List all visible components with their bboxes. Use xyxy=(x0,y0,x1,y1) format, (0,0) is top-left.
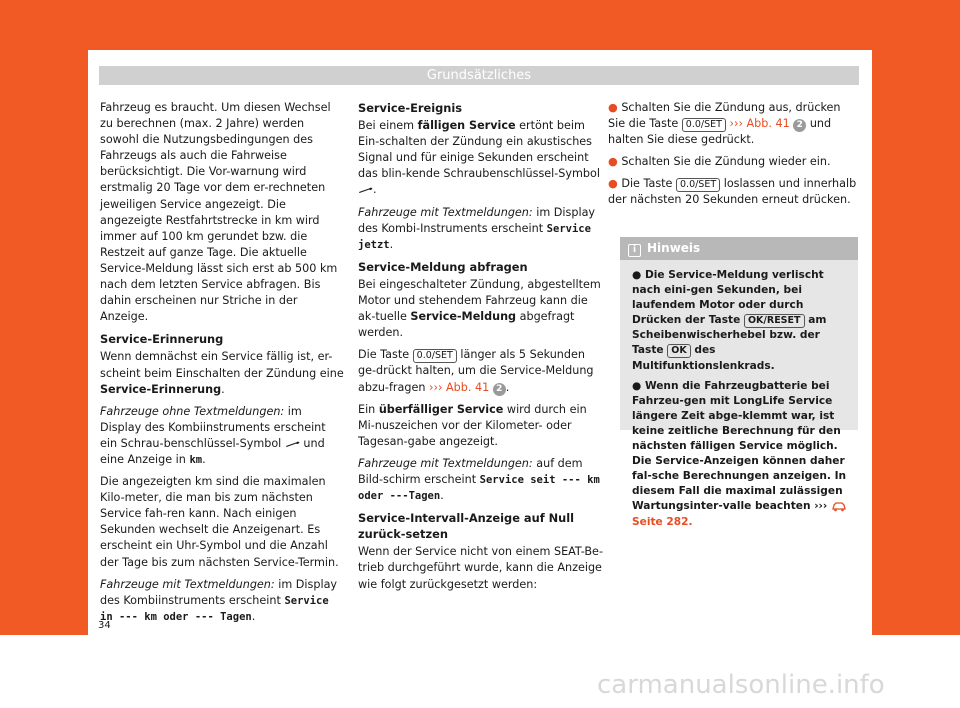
key-0-0-set: 0.0/SET xyxy=(676,178,720,192)
note-box xyxy=(620,237,858,528)
note-header xyxy=(620,237,858,260)
note-title: Hinweis xyxy=(647,241,701,255)
key-ok: OK xyxy=(667,344,690,358)
callout-number: 2 xyxy=(493,383,506,396)
paragraph: Bei eingeschalteter Zündung, abgestelltem Motor und stehendem Fahrzeug kann die ak-tuelle Service-Meldung abgefragt werden. xyxy=(358,277,601,340)
key-0-0-set: 0.0/SET xyxy=(682,118,726,132)
paragraph: Die angezeigten km sind die maximalen Kilo-meter, die man bis zum nächsten Service fah-ren kann. Nach einigen Sekunden wechselt die Anzeigenart. Es erscheint ein Uhr-Symbol und die Anzahl der Tage bis zum nächsten Service-Termin. xyxy=(100,475,339,569)
column-1 xyxy=(100,100,345,631)
section-header: Grundsätzliches xyxy=(99,66,859,85)
page-frame-right xyxy=(872,0,960,635)
heading-service-intervall: Service-Intervall-Anzeige auf Null zurück-setzen xyxy=(358,511,575,542)
note-body xyxy=(620,260,858,530)
note-item: ● Wenn die Fahrzeugbatterie bei Fahrzeu-gen mit LongLife Service längere Zeit abge-klemmt war, ist keine zeitliche Berechnung für den nächsten fälligen Service möglich. Die Service-Anzeigen können daher fal-sche Berechnungen anzeigen. In diesem Fall die maximal zulässigen Wartungsinter-valle beachten ››› Seite 282. xyxy=(632,379,847,528)
bullet-icon: ● xyxy=(608,177,618,191)
wrench-icon xyxy=(285,441,300,447)
figure-reference-link[interactable]: ››› Abb. 41 xyxy=(429,380,490,394)
paragraph: Fahrzeuge ohne Textmeldungen: im Display des Kombiinstruments erscheint ein Schrau-benschlüssel-Symbol und eine Anzeige in km. xyxy=(100,404,326,466)
paragraph: Fahrzeuge mit Textmeldungen: auf dem Bild-schirm erscheint Service seit --- km oder ---Tagen. xyxy=(358,456,600,503)
heading-service-erinnerung: Service-Erinnerung xyxy=(100,332,224,347)
car-warning-icon xyxy=(831,501,847,512)
key-0-0-set: 0.0/SET xyxy=(413,349,457,363)
page-frame-top xyxy=(0,0,960,50)
bullet-item: ● Die Taste 0.0/SET loslassen und innerhalb der nächsten 20 Sekunden erneut drücken. xyxy=(608,177,857,207)
paragraph: Die Taste 0.0/SET länger als 5 Sekunden ge-drückt halten, um die Service-Meldung abzu-fragen ››› Abb. 41 2 . xyxy=(358,348,594,394)
page-reference-link[interactable]: Seite 282. xyxy=(632,515,693,528)
paragraph: Bei einem fälligen Service ertönt beim Ein-schalten der Zündung ein akustisches Signal und für einige Sekunden erscheint das blin-kende Schraubenschlüssel-Symbol . xyxy=(358,119,600,197)
paragraph: Wenn demnächst ein Service fällig ist, er-scheint beim Einschalten der Zündung eine Service-Erinnerung. xyxy=(100,350,344,396)
figure-reference-link[interactable]: ››› Abb. 41 xyxy=(729,117,790,131)
info-icon: i xyxy=(628,244,641,257)
paragraph: Ein überfälliger Service wird durch ein Mi-nuszeichen vor der Kilometer- oder Tagesan-gabe angezeigt. xyxy=(358,402,587,448)
paragraph: Fahrzeuge mit Textmeldungen: im Display des Kombi-Instruments erscheint Service jetzt. xyxy=(358,205,596,251)
bullet-item: ● Schalten Sie die Zündung wieder ein. xyxy=(608,155,831,169)
paragraph: Fahrzeuge mit Textmeldungen: im Display des Kombiinstruments erscheint Service in --- km oder --- Tagen. xyxy=(100,577,338,623)
callout-number: 2 xyxy=(793,119,806,132)
key-ok-reset: OK/RESET xyxy=(744,314,805,328)
page-frame-left xyxy=(0,0,88,635)
paragraph: Wenn der Service nicht von einem SEAT-Be-trieb durchgeführt wurde, kann die Anzeige wie folgt zurückgesetzt werden: xyxy=(358,545,603,591)
bullet-icon: ● xyxy=(608,101,618,114)
column-2 xyxy=(358,100,604,599)
wrench-icon xyxy=(358,187,373,193)
watermark: carmanualsonline.info xyxy=(597,670,885,700)
column-3 xyxy=(608,100,860,215)
note-item: ● Die Service-Meldung verlischt nach eini-gen Sekunden, bei laufendem Motor oder durch Drücken der Taste OK/RESET am Scheibenwischerhebel bzw. der Taste OK des Multifunktionslenkrads. xyxy=(632,269,827,372)
page-number: 34 xyxy=(98,620,111,631)
paragraph: Fahrzeug es braucht. Um diesen Wechsel zu berechnen (max. 2 Jahre) werden sowohl die Nutzungsbedingungen des Fahrzeugs als auch die Fahrweise berücksichtigt. Die Vor-warnung wird erstmalig 20 Tage vor dem er-rechneten jeweiligen Service angezeigt. Die angezeigte Restfahrtstrecke in km wird immer auf 100 km gerundet bzw. die Restzeit auf ganze Tage. Die aktuelle Service-Meldung lässt sich erst ab 500 km nach dem letzten Service abfragen. Bis dahin erscheinen nur Striche in der Anzeige. xyxy=(100,101,338,324)
bullet-item: ● Schalten Sie die Zündung aus, drücken Sie die Taste 0.0/SET ››› Abb. 41 2 und halten Sie diese gedrückt. xyxy=(608,101,841,147)
heading-service-ereignis: Service-Ereignis xyxy=(358,101,463,115)
heading-service-meldung: Service-Meldung abfragen xyxy=(358,259,528,274)
bullet-icon: ● xyxy=(608,155,618,169)
